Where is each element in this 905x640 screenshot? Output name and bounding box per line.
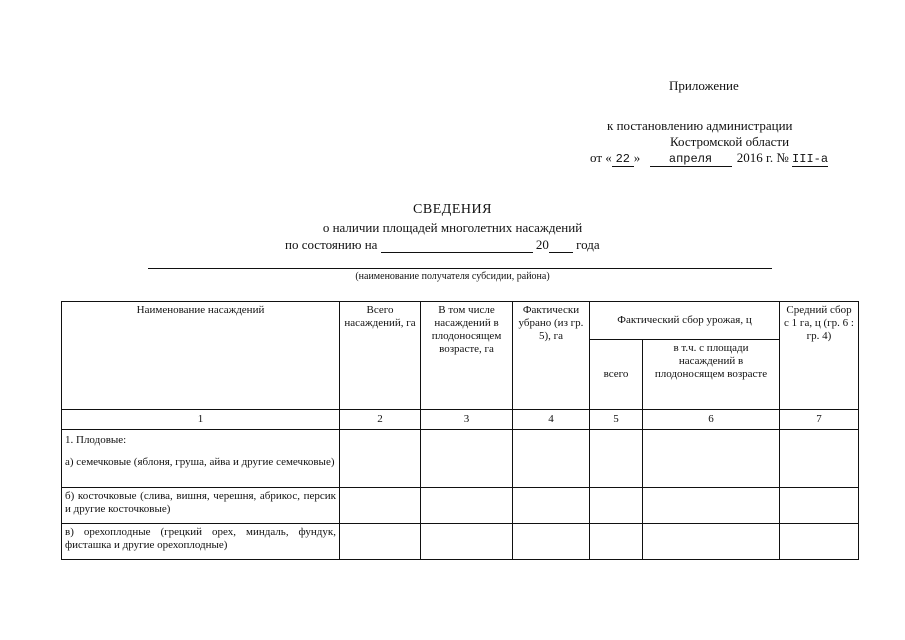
resolution-number: III-а — [792, 152, 829, 166]
header-plantation-name: Наименование насаждений — [62, 302, 340, 410]
state-year-suffix: года — [576, 237, 600, 252]
cell-harvested-area[interactable] — [513, 488, 590, 524]
cell-harvest-total[interactable] — [590, 524, 643, 560]
cell-total-area[interactable] — [340, 488, 421, 524]
date-prefix: от « — [590, 150, 612, 165]
column-number: 2 — [340, 410, 421, 430]
date-mid: » — [633, 150, 641, 165]
cell-total-area[interactable] — [340, 524, 421, 560]
recipient-caption: (наименование получателя субсидии, района) — [355, 271, 550, 282]
cell-fruiting-area[interactable] — [421, 488, 513, 524]
resolution-date-line — [590, 150, 828, 167]
table-row — [62, 430, 859, 488]
table-row — [62, 488, 859, 524]
nut-fruits-label: в) орехоплодные (грецкий орех, миндаль, фундук, фисташка и другие орехоплодные) — [62, 524, 340, 560]
cell-harvest-fruiting[interactable] — [643, 524, 780, 560]
state-date-field — [381, 239, 533, 253]
state-prefix: по состоянию на — [285, 237, 378, 252]
resolution-label: к постановлению администрации — [607, 118, 793, 133]
column-number: 5 — [590, 410, 643, 430]
resolution-month: апреля — [650, 152, 732, 167]
state-century: 20 — [535, 237, 549, 252]
fruit-group-heading: 1. Плодовые: — [65, 434, 127, 446]
cell-harvested-area[interactable] — [513, 430, 590, 488]
year-text: 2016 г. № — [736, 150, 789, 165]
stone-fruits-label: б) косточковые (слива, вишня, черешня, абрикос, персик и другие косточковые) — [62, 488, 340, 524]
cell-average-yield[interactable] — [780, 488, 859, 524]
cell-harvest-total[interactable] — [590, 430, 643, 488]
state-line — [285, 237, 600, 253]
header-fruiting-area: В том числе насаждений в плодоносящем возрасте, га — [421, 302, 513, 410]
column-number: 7 — [780, 410, 859, 430]
header-harvest-fruiting: в т.ч. с площади насаждений в плодоносящем возрасте — [643, 340, 780, 410]
document-subtitle: о наличии площадей многолетних насаждений — [322, 220, 583, 235]
cell-harvested-area[interactable] — [513, 524, 590, 560]
column-number: 6 — [643, 410, 780, 430]
cell-fruiting-area[interactable] — [421, 430, 513, 488]
header-harvest-group — [590, 302, 780, 340]
header-harvest-group-label: Фактический сбор урожая, ц — [617, 314, 752, 326]
plantations-table — [61, 301, 859, 560]
header-harvest-total — [590, 340, 643, 410]
cell-harvest-fruiting[interactable] — [643, 488, 780, 524]
pome-fruits-label: а) семечковые (яблоня, груша, айва и другие семечковые) — [65, 456, 335, 468]
state-year-field — [549, 239, 573, 253]
cell-total-area[interactable] — [340, 430, 421, 488]
column-number: 3 — [421, 410, 513, 430]
recipient-line — [148, 268, 772, 269]
region-label: Костромской области — [670, 134, 790, 149]
column-number: 4 — [513, 410, 590, 430]
header-total-area: Всего насаждений, га — [340, 302, 421, 410]
column-number: 1 — [62, 410, 340, 430]
cell-average-yield[interactable] — [780, 524, 859, 560]
table-row — [62, 524, 859, 560]
header-harvested-area: Фактически убрано (из гр. 5), га — [513, 302, 590, 410]
appendix-label: Приложение — [669, 78, 739, 93]
header-harvest-total-label: всего — [603, 368, 629, 380]
cell-average-yield[interactable] — [780, 430, 859, 488]
document-title: СВЕДЕНИЯ — [413, 202, 492, 217]
header-average-yield: Средний сбор с 1 га, ц (гр. 6 : гр. 4) — [780, 302, 859, 410]
cell-harvest-total[interactable] — [590, 488, 643, 524]
row-label-pome — [62, 430, 340, 488]
cell-fruiting-area[interactable] — [421, 524, 513, 560]
cell-harvest-fruiting[interactable] — [643, 430, 780, 488]
resolution-day: 22 — [612, 152, 634, 167]
